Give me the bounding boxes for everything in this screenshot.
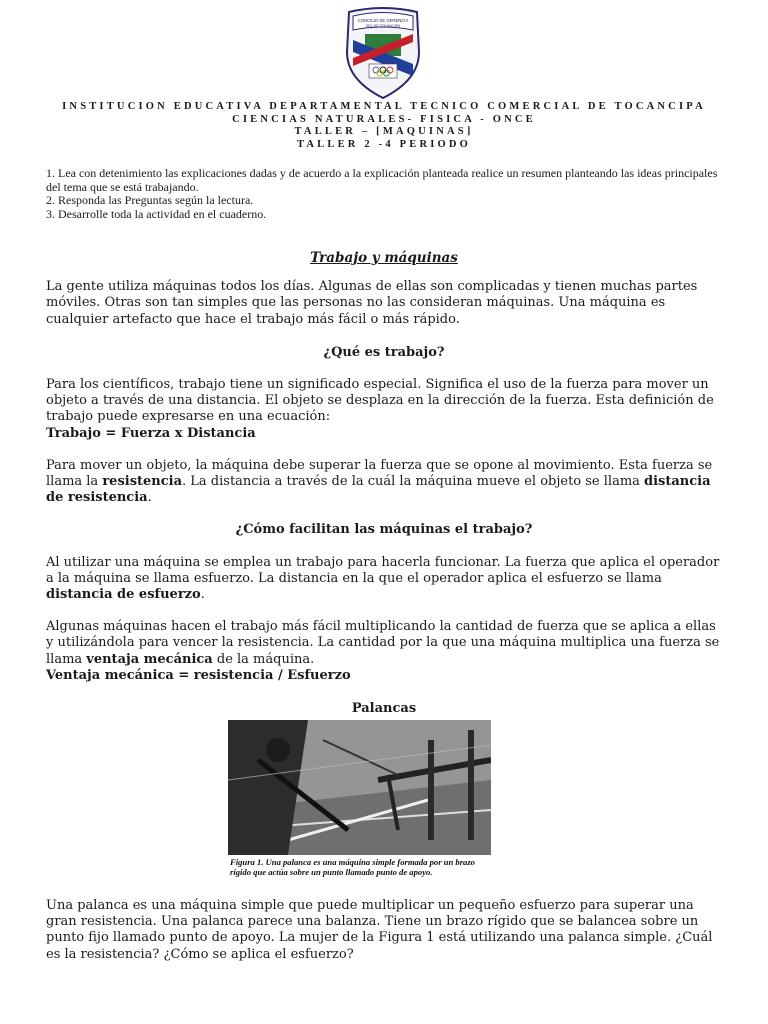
figure-caption: Figura 1. Una palanca es una máquina simple formada por un brazo rígido que actúa sobre un punto llamado punto de apoyo. (230, 857, 475, 877)
institution-name: INSTITUCION EDUCATIVA DEPARTAMENTAL TECNICO COMERCIAL DE TOCANCIPA (62, 101, 706, 112)
subject-line: CIENCIAS NATURALES- FISICA - ONCE (232, 113, 536, 125)
term-distancia-resistencia: distancia de resistencia (46, 474, 711, 506)
ventaja-paragraph: Algunas máquinas hacen el trabajo más fácil multiplicando la cantidad de fuerza que se aplica a ellas y utilizándola para vencer la resistencia. La cantidad por la que una máquina multiplica una fuerza se llama ventaja mecánica de la máquina. (46, 619, 720, 667)
crest-banner-text: CONCEJO DE GERENCIA (357, 18, 409, 23)
workshop-title: TALLER – [MAQUINAS] (294, 126, 474, 137)
instruction-item: 3. Desarrolle toda la actividad en el cuaderno. (46, 206, 267, 221)
subtitle-palancas: Palancas (351, 701, 417, 717)
main-content (46, 250, 722, 717)
school-crest-logo (341, 6, 425, 100)
document-header (0, 101, 768, 151)
term-distancia-esfuerzo: distancia de esfuerzo (46, 587, 201, 603)
esfuerzo-paragraph: Al utilizar una máquina se emplea un trabajo para hacerla funcionar. La fuerza que aplica el operador a la máquina se llama esfuerzo. La distancia en la que el operador aplica el esfuerzo se llama distancia de esfuerzo. (46, 554, 720, 603)
formula-trabajo: Trabajo = Fuerza x Distancia (46, 425, 256, 441)
section-title: Trabajo y máquinas (310, 250, 458, 266)
instruction-item: 1. Lea con detenimiento las explicaciones dadas y de acuerdo a la explicación planteada realice un resumen planteando las ideas principales del tema que se está trabajando. (46, 166, 718, 194)
instruction-item: 2. Responda las Preguntas según la lectura. (46, 193, 254, 208)
trabajo-paragraph: Para los científicos, trabajo tiene un significado especial. Significa el uso de la fuerza para mover un objeto a través de una distancia. El objeto se desplaza en la dirección de la fuerza. Esta definición de trabajo puede expresarse en una ecuación: (46, 377, 714, 425)
formula-ventaja: Ventaja mecánica = resistencia / Esfuerzo (46, 667, 351, 683)
crest-banner-sub: DEL DE TOCANCIPA (365, 24, 401, 28)
workshop-period: TALLER 2 -4 PERIODO (296, 138, 472, 150)
instructions-list (46, 167, 726, 221)
subtitle-como-facilitan: ¿Cómo facilitan las máquinas el trabajo? (235, 522, 533, 538)
intro-paragraph: La gente utiliza máquinas todos los días. Algunas de ellas son complicadas y tienen muchas partes móviles. Otras son tan simples que las personas no las consideran máquinas. Una máquina es cualquier artefacto que hace el trabajo más fácil o más rápido. (46, 279, 698, 327)
palanca-paragraph: Una palanca es una máquina simple que puede multiplicar un pequeño esfuerzo para superar una gran resistencia. Una palanca parece una balanza. Tiene un brazo rígido que se balancea sobre un punto fijo llamado punto de apoyo. La mujer de la Figura 1 está utilizando una palanca simple. ¿Cuál es la resistencia? ¿Cómo se aplica el esfuerzo? (46, 898, 713, 962)
term-ventaja-mecanica: ventaja mecánica (86, 651, 213, 667)
subtitle-que-es-trabajo: ¿Qué es trabajo? (323, 344, 445, 360)
term-resistencia: resistencia (102, 474, 183, 490)
resistencia-paragraph: Para mover un objeto, la máquina debe superar la fuerza que se opone al movimiento. Esta fuerza se llama la resistencia. La distancia a través de la cuál la máquina mueve el objeto se llama distancia de resistencia. (46, 457, 713, 506)
